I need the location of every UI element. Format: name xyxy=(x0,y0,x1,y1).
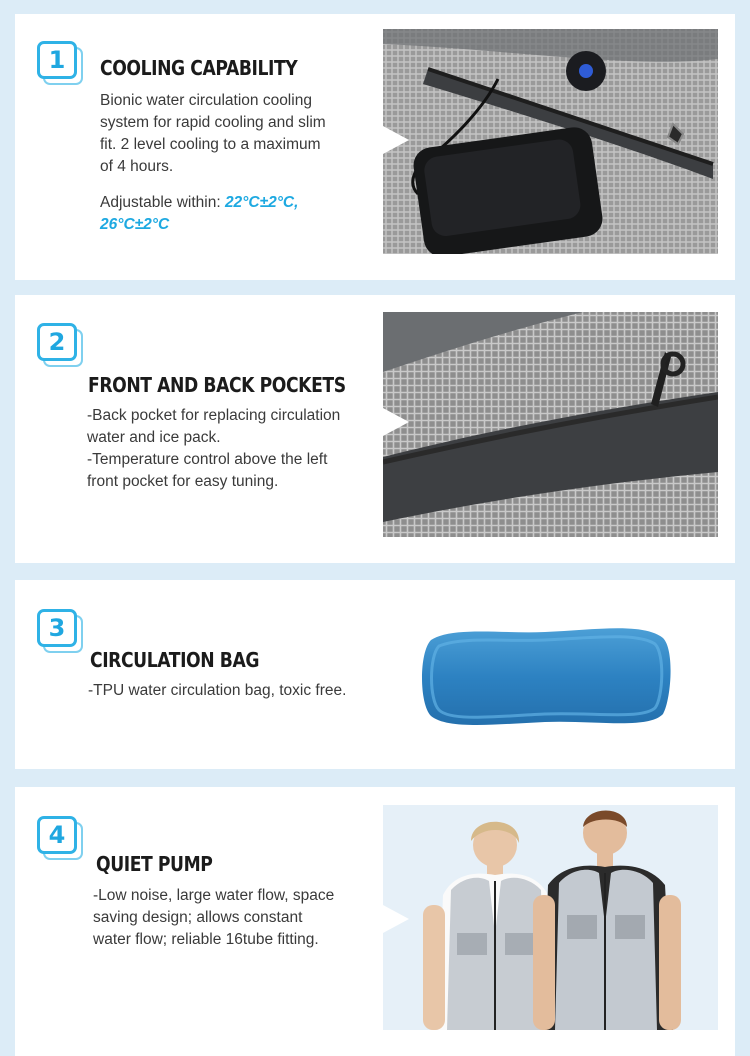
feature-number-badge xyxy=(37,609,83,653)
feature-description: -TPU water circulation bag, toxic free. xyxy=(88,682,347,699)
feature-title: QUIET PUMP xyxy=(96,852,213,876)
feature-title: FRONT AND BACK POCKETS xyxy=(88,373,346,397)
feature-description: -Low noise, large water flow, space saving design; allows constant water flow; reliable 16tube fitting. xyxy=(93,887,335,948)
feature-number-badge xyxy=(37,323,83,367)
feature-title: CIRCULATION BAG xyxy=(90,648,260,672)
feature-description: Bionic water circulation cooling system for rapid cooling and slim fit. 2 level cooling to a maximum of 4 hours. Adjustable within: 22°C±2°C, 26°C±2°C xyxy=(100,90,375,236)
photo-pointer xyxy=(383,408,409,436)
feature-number: 1 xyxy=(37,41,77,79)
photo-pointer xyxy=(383,126,409,154)
feature-number-badge xyxy=(37,41,83,85)
vest-pocket-battery-photo xyxy=(383,29,718,254)
feature-card-pockets xyxy=(15,295,735,563)
feature-card-quiet-pump xyxy=(15,787,735,1056)
feature-title: COOLING CAPABILITY xyxy=(100,56,298,80)
feature-card-cooling xyxy=(15,14,735,280)
feature-card-circulation-bag xyxy=(15,580,735,769)
feature-number: 3 xyxy=(37,609,77,647)
feature-number: 2 xyxy=(37,323,77,361)
models-wearing-vests-photo xyxy=(383,805,718,1030)
blue-circulation-bag-photo xyxy=(413,620,678,732)
feature-description: -Back pocket for replacing circulation water and ice pack. -Temperature control above the left front pocket for easy tuning. xyxy=(87,407,341,490)
zipper-pocket-closeup-photo xyxy=(383,312,718,537)
photo-pointer xyxy=(383,905,409,933)
adjustable-range: Adjustable within: 22°C±2°C, xyxy=(100,194,299,211)
feature-number-badge xyxy=(37,816,83,860)
feature-number: 4 xyxy=(37,816,77,854)
